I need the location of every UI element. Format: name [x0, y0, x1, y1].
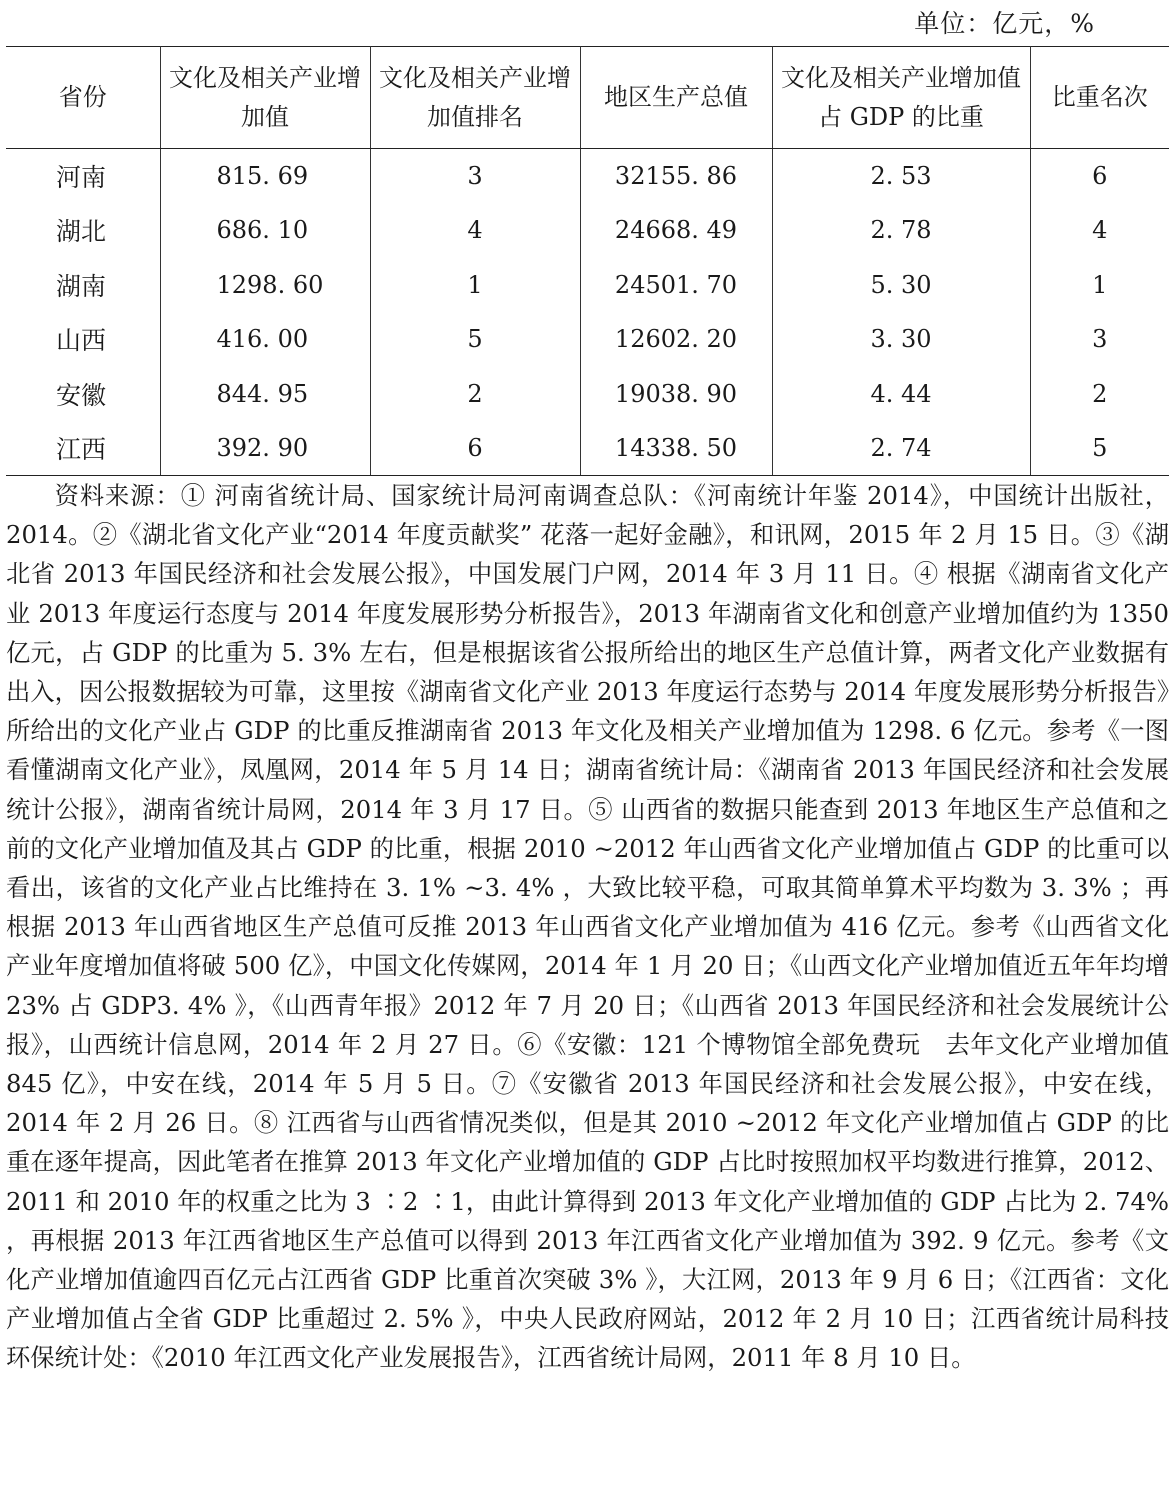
cell-value-added: 392. 90	[160, 421, 370, 476]
cell-share: 3. 30	[772, 312, 1030, 367]
cell-value-added: 416. 00	[160, 312, 370, 367]
cell-value-added-rank: 4	[370, 203, 580, 258]
cell-share: 5. 30	[772, 258, 1030, 313]
table-header-row	[6, 47, 1169, 149]
header-cultural-value-added: 文化及相关产业增加值	[160, 47, 370, 149]
cell-value-added-rank: 6	[370, 421, 580, 476]
cell-gdp: 32155. 86	[580, 149, 772, 204]
cell-value-added: 1298. 60	[160, 258, 370, 313]
table-row	[6, 149, 1169, 204]
cell-value-added: 686. 10	[160, 203, 370, 258]
cell-gdp: 24668. 49	[580, 203, 772, 258]
cell-share-rank: 2	[1030, 367, 1169, 422]
header-share-rank: 比重名次	[1030, 47, 1169, 149]
cell-share-rank: 6	[1030, 149, 1169, 204]
data-table	[6, 46, 1169, 476]
cell-share: 4. 44	[772, 367, 1030, 422]
cell-value-added-rank: 2	[370, 367, 580, 422]
cell-value-added: 844. 95	[160, 367, 370, 422]
cell-share-rank: 3	[1030, 312, 1169, 367]
cell-province: 湖南	[6, 258, 160, 313]
cell-value-added-rank: 5	[370, 312, 580, 367]
cell-value-added-rank: 3	[370, 149, 580, 204]
header-value-added-rank: 文化及相关产业增加值排名	[370, 47, 580, 149]
cell-share: 2. 53	[772, 149, 1030, 204]
cell-province: 山西	[6, 312, 160, 367]
cell-province: 河南	[6, 149, 160, 204]
cell-gdp: 12602. 20	[580, 312, 772, 367]
cell-share: 2. 78	[772, 203, 1030, 258]
header-regional-gdp: 地区生产总值	[580, 47, 772, 149]
table-row	[6, 258, 1169, 313]
source-note: 资料来源：① 河南省统计局、国家统计局河南调查总队：《河南统计年鉴 2014》，中国统计出版社，2014。②《湖北省文化产业“2014 年度贡献奖” 花落一起好金融》，和讯网，2015 年 2 月 15 日。③《湖北省 2013 年国民经济和社会发展公报》，中国发展门户网，2014 年 3 月 11 日。④ 根据《湖南省文化产业 2013 年度运行态度与 2014 年度发展形势分析报告》，2013 年湖南省文化和创意产业增加值约为 1350 亿元，占 GDP 的比重为 5. 3% 左右，但是根据该省公报所给出的地区生产总值计算，两者文化产业数据有出入，因公报数据较为可靠，这里按《湖南省文化产业 2013 年度运行态势与 2014 年度发展形势分析报告》所给出的文化产业占 GDP 的比重反推湖南省 2013 年文化及相关产业增加值为 1298. 6 亿元。参考《一图看懂湖南文化产业》，凤凰网，2014 年 5 月 14 日；湖南省统计局：《湖南省 2013 年国民经济和社会发展统计公报》，湖南省统计局网，2014 年 3 月 17 日。⑤ 山西省的数据只能查到 2013 年地区生产总值和之前的文化产业增加值及其占 GDP 的比重，根据 2010 ~2012 年山西省文化产业增加值占 GDP 的比重可以看出，该省的文化产业占比维持在 3. 1% ~3. 4% ，大致比较平稳，可取其简单算术平均数为 3. 3% ；再根据 2013 年山西省地区生产总值可反推 2013 年山西省文化产业增加值为 416 亿元。参考《山西省文化产业年度增加值将破 500 亿》，中国文化传媒网，2014 年 1 月 20 日；《山西文化产业增加值近五年年均增 23% 占 GDP3. 4% 》，《山西青年报》2012 年 7 月 20 日；《山西省 2013 年国民经济和社会发展统计公报》，山西统计信息网，2014 年 2 月 27 日。⑥《安徽：121 个博物馆全部免费玩 去年文化产业增加值 845 亿》，中安在线，2014 年 5 月 5 日。⑦《安徽省 2013 年国民经济和社会发展公报》，中安在线，2014 年 2 月 26 日。⑧ 江西省与山西省情况类似，但是其 2010 ~2012 年文化产业增加值占 GDP 的比重在逐年提高，因此笔者在推算 2013 年文化产业增加值的 GDP 占比时按照加权平均数进行推算，2012、2011 和 2010 年的权重之比为 3 ∶2 ∶1，由此计算得到 2013 年文化产业增加值的 GDP 占比为 2. 74% ，再根据 2013 年江西省地区生产总值可以得到 2013 年江西省文化产业增加值为 392. 9 亿元。参考《文化产业增加值逾四百亿元占江西省 GDP 比重首次突破 3% 》，大江网，2013 年 9 月 6 日；《江西省：文化产业增加值占全省 GDP 比重超过 2. 5% 》，中央人民政府网站，2012 年 2 月 10 日；江西省统计局科技环保统计处：《2010 年江西文化产业发展报告》，江西省统计局网，2011 年 8 月 10 日。	[6, 481, 1169, 1373]
cell-value-added-rank: 1	[370, 258, 580, 313]
header-province: 省份	[6, 47, 160, 149]
unit-label: 单位：亿元，%	[914, 9, 1095, 38]
cell-share: 2. 74	[772, 421, 1030, 476]
table-row	[6, 312, 1169, 367]
cell-province: 安徽	[6, 367, 160, 422]
cell-value-added: 815. 69	[160, 149, 370, 204]
cell-gdp: 14338. 50	[580, 421, 772, 476]
cell-share-rank: 5	[1030, 421, 1169, 476]
table-row	[6, 203, 1169, 258]
cell-share-rank: 1	[1030, 258, 1169, 313]
header-share-of-gdp: 文化及相关产业增加值占 GDP 的比重	[772, 47, 1030, 149]
cell-share-rank: 4	[1030, 203, 1169, 258]
cell-gdp: 19038. 90	[580, 367, 772, 422]
table-row	[6, 421, 1169, 476]
cell-province: 湖北	[6, 203, 160, 258]
cell-province: 江西	[6, 421, 160, 476]
cell-gdp: 24501. 70	[580, 258, 772, 313]
table-row	[6, 367, 1169, 422]
